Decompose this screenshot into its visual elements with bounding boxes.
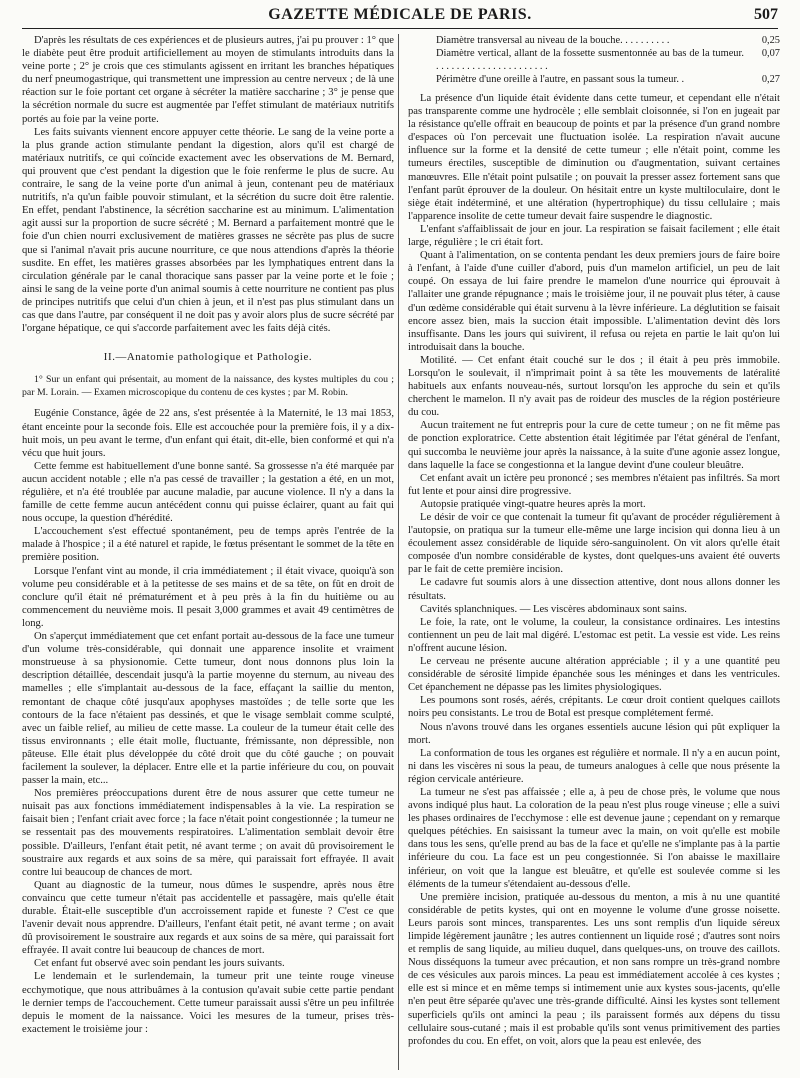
- body-paragraph: Autopsie pratiquée vingt-quatre heures après la mort.: [420, 498, 646, 510]
- body-paragraph: Motilité. — Cet enfant était couché sur le dos ; il était à peu près immobile. Lorsqu'on le soulevait, il n'imprimait point à sa tête les mouvements de latéralité habituels aux enfants nouveau-nés, surtout lorsqu'on les approche du sein et qu'ils cherchent le mamelon. Il n'y avait pas de roideur des muscles de la région postérieure du cou.: [408, 354, 780, 419]
- page-number: 507: [754, 6, 778, 23]
- body-paragraph: Cette femme est habituellement d'une bonne santé. Sa grossesse n'a été marquée par aucun accident notable ; elle n'a pas cessé de travailler ; la gestation a été, en un mot, régulière, et n'a été troublée par aucune maladie, par aucune violence. Il n'y a dans la famille de cette femme aucun antécédent connu qui puisse éclairer, quant au fait qui nous occupe, la question d'hérédité.: [22, 460, 394, 525]
- body-paragraph: La conformation de tous les organes est régulière et normale. Il n'y a en aucun point, ni dans les viscères ni sous la peau, de tumeurs analogues à celle que nous présente la région cervicale antérieure.: [408, 747, 780, 785]
- journal-title: GAZETTE MÉDICALE DE PARIS.: [268, 6, 532, 23]
- body-paragraph: Le cadavre fut soumis alors à une dissection attentive, dont nous allons donner les résultats.: [408, 577, 780, 602]
- right-column: [408, 34, 780, 1074]
- body-paragraph: L'accouchement s'est effectué spontanément, peu de temps après l'entrée de la malade à l'hospice ; il a été naturel et rapide, le fœtus présentant le sommet de la tête en première position.: [22, 526, 394, 564]
- body-paragraph: On s'aperçut immédiatement que cet enfant portait au-dessous de la face une tumeur d'un volume très-considérable, qui donnait une apparence insolite et vraiment monstrueuse à sa physionomie. Cette tumeur, dont nous donnons plus loin la description détaillée, descendait jusqu'à la partie moyenne du sternum, au niveau des mamelles ; elle s'implantait au-dessous de la face, effaçant la saillie du menton, remontant de chaque côté jusqu'aux apophyses mastoïdes ; de telle sorte que les contours de la face n'étaient pas dessinés, et que le visage semblait comme sculpté, avec un faible relief, au milieu de cette masse. La couleur de la tumeur était celle des tissus environnants ; elle était molle, fluctuante, frémissante, non dépressible, non pâteuse. Elle était plus développée du côté droit que du côté gauche ; on pouvait facilement la soulever, la déplacer. Entre elle et la partie inférieure du cou, on pouvait passer la main, etc...: [22, 631, 394, 787]
- article-subheading: 1° Sur un enfant qui présentait, au moment de la naissance, des kystes multiples du cou ; par M. Lorain. — Examen microscopique du contenu de ces kystes ; par M. Robin.: [22, 374, 394, 398]
- measurement-label: Diamètre transversal au niveau de la bouche. . . . . . . . . .: [436, 35, 670, 46]
- section-title: II.—Anatomie pathologique et Pathologie.: [103, 351, 313, 364]
- body-paragraph: Le désir de voir ce que contenait la tumeur fit qu'avant de procéder régulièrement à l'autopsie, on pratiqua sur la tumeur elle-même une large incision qui donna lieu à un écoulement assez considérable de liquide séro-sanguinolent. On vit alors qu'elle était composée d'un nombre considérable de kystes, dont quelques-uns avaient été ouverts par le fait de cette première incision.: [408, 512, 780, 576]
- body-paragraph: La présence d'un liquide était évidente dans cette tumeur, et cependant elle n'était pas transparente comme une hydrocèle ; elle semblait cloisonnée, si l'on en jugeait par la résistance qu'elle offrait en beaucoup de points et par la présence d'un grand nombre d'espaces où l'on percevait une fluctuation isolée. La respiration n'avait aucune influence sur la forme et la densité de cette tumeur ; elle n'était point, comme les tumeurs érectiles, susceptible de diminution ou d'augmentation, suivant certaines manœuvres. Elle n'était point pulsatile ; on pouvait la presser assez fortement sans que l'enfant parût éprouver de la douleur. On hésitait entre un kyste multiloculaire, dont le siège était indéterminé, et une altération (hypertrophique) du tissu cellulaire ; mais l'apparence insolite de cette tumeur devait faire suspendre le diagnostic.: [408, 93, 780, 222]
- body-paragraph: Les faits suivants viennent encore appuyer cette théorie. Le sang de la veine porte a la plus grande action stimulante pendant la digestion, alors qu'il est chargé de matériaux nutritifs, ce qui coïncide exactement avec les observations de M. Bernard, qui prouvent que c'est pendant la digestion que le foie renferme le plus de sucre. Au contraire, le sang de la veine porte d'un animal à jeun, contenant peu de matériaux nutritifs, n'a qu'un faible pouvoir stimulant, et la sécrétion du sucre doit être ralentie. En effet, pendant l'abstinence, la sécrétion saccharine est au minimum. L'alimentation agit aussi sur la proportion de sucre sécrété ; M. Bernard a parfaitement montré que le foie d'un chien nourri exclusivement de matières grasses ne sécrète pas plus de sucre que si l'animal n'avait pris aucune nourriture, ce que nous attendions d'après la théorie susdite. En effet, les matières grasses absorbées par les lymphatiques entrent dans la circulation générale par le canal thoracique sans passer par la veine porte et le foie ; ainsi le sang de la veine porte d'un animal soumis à cette nourriture ne contient pas plus de principes nutritifs que celui d'un chien à jeun, et il n'est pas plus stimulant dans un cas que dans l'autre, par conséquent il ne doit pas y avoir alors plus de sucre sécrété par l'organe hépatique, ce qui s'accorde parfaitement avec les faits déjà cités.: [22, 126, 394, 335]
- body-paragraph: Le lendemain et le surlendemain, la tumeur prit une teinte rouge vineuse ecchymotique, que nous attribuâmes à la contusion qu'avait subie cette partie pendant le dernier temps de l'accouchement. Cette tumeur paraissait aussi s'être un peu infiltrée depuis le moment de la naissance. Voici les mesures de la tumeur, prises très-exactement le troisième jour :: [22, 971, 394, 1035]
- body-paragraph: Le cerveau ne présente aucune altération appréciable ; il y a une quantité peu considérable de sérosité limpide épanchée sous les méninges et dans les ventricules. Cet épanchement ne dépasse pas les limites physiologiques.: [408, 656, 780, 694]
- measurement-value: 0,07: [761, 48, 780, 59]
- body-paragraph: Eugénie Constance, âgée de 22 ans, s'est présentée à la Maternité, le 13 mai 1853, étant enceinte pour la seconde fois. Elle est accouchée pour la première fois, il y a dix-huit mois, un peu avant le terme, d'un enfant qui était, dit-elle, bien conformé et qui n'a vécu que huit jours.: [22, 408, 394, 459]
- measurement-row: [408, 47, 780, 73]
- body-paragraph: Le foie, la rate, ont le volume, la couleur, la consistance ordinaires. Les intestins contiennent un peu de lait mal digéré. L'estomac est petit. La vessie est vide. Les reins n'offrent aucune lésion.: [408, 616, 780, 654]
- measurement-row: [408, 34, 780, 47]
- left-column: [22, 34, 394, 1074]
- measurement-value: 0,27: [761, 74, 780, 85]
- body-paragraph: Les poumons sont rosés, aérés, crépitants. Le cœur droit contient quelques caillots noirs peu consistants. Le trou de Botal est presque complétement fermé.: [408, 695, 780, 720]
- body-paragraph: La tumeur ne s'est pas affaissée ; elle a, à peu de chose près, le volume que nous avons indiqué plus haut. La coloration de la peau n'est plus rouge vineuse ; elle a suivi les phases ordinaires de l'ecchymose : elle est devenue jaune ; cependant on y remarque quelques pétéchies. En saisissant la tumeur avec la main, on voit qu'elle est mobile dans tous les sens, qu'elle prend au bas de la face et qu'elle ne s'implante pas à la partie inférieure du cou. La face est un peu congestionnée. Si l'on abaisse le maxillaire inférieur, on voit que la langue est bleuâtre, et qu'elle est soulevée comme si les éléments de la tumeur s'étendaient au-dessous d'elle.: [408, 786, 780, 890]
- running-header: [22, 6, 778, 29]
- body-paragraph: Nos premières préoccupations durent être de nous assurer que cette tumeur ne nuisait pas aux fonctions immédiatement indispensables à la vie. La respiration se faisait bien ; l'enfant criait avec force ; la face n'était point congestionnée ; la tumeur ne se ressentait pas des mouvements respiratoires. L'alimentation semblait devoir être possible. D'ailleurs, l'enfant était petit, né avant terme ; on avait dû provisoirement le soustraire aux regards et aux soins de sa mère, qui paraissait fort effrayée. Il avait contre lui beaucoup de chances de mort.: [22, 788, 394, 878]
- body-paragraph: Une première incision, pratiquée au-dessous du menton, a mis à nu une quantité considérable de petits kystes, qui ont en moyenne le volume d'une grosse noisette. Leurs parois sont minces, transparentes. Les uns sont remplis d'un liquide séreux limpide légèrement jaunâtre ; les autres contiennent un liquide rosé ; d'autres sont noirs et remplis de sang liquide, au milieu duquel, dans quelques-uns, on trouve des caillots. Nous disséquons la tumeur avec précaution, et non sans rompre un très-grand nombre de ces vésicules aux parois minces. La peau est immédiatement accolée à ces kystes ; elle est si mince et en même temps si intimement unie aux kystes sous-jacents, qu'elle n'en peut être séparée qu'avec une très-grande difficulté. Ainsi les kystes sont tellement superficiels qu'ils ont aminci la peau ; ils paraissent formés aux dépens du tissu cellulaire sous-cutané ; mais il est probable qu'ils sont venus primitivement des parties profondes du cou. En effet, on voit, alors que la peau est enlevée, des: [408, 891, 780, 1047]
- body-paragraph: Nous n'avons trouvé dans les organes essentiels aucune lésion qui pût expliquer la mort.: [408, 721, 780, 746]
- measurement-value: 0,25: [761, 35, 780, 46]
- body-paragraph: Quant à l'alimentation, on se contenta pendant les deux premiers jours de faire boire à l'enfant, à l'aide d'une cuiller d'abord, puis d'un mamelon artificiel, un peu de lait coupé. On essaya de lui faire prendre le mamelon d'une nourrice qui éprouvait à l'allaiter une grande répugnance ; mais le troisième jour, il ne pouvait plus téter, à cause d'un œdème considérable qui était survenu à la lèvre inférieure. La déglutition se faisait encore assez bien, mais la succion était impossible. L'alimentation devint dès lors insuffisante. Dans les jours qui suivirent, il refusa ou rejeta en partie le lait qu'on lui introduisait dans la bouche.: [408, 250, 780, 353]
- body-paragraph: Cet enfant avait un ictère peu prononcé ; ses membres n'étaient pas infiltrés. Sa mort fut lente et pour ainsi dire progressive.: [408, 472, 780, 497]
- measurement-row: [408, 73, 780, 86]
- body-paragraph: Aucun traitement ne fut entrepris pour la cure de cette tumeur ; on ne fit même pas de ponction exploratrice. Cette abstention était légitimée par l'état général de l'enfant, qui succomba le neuvième jour après la naissance, à la suite d'une agonie assez longue, dans laquelle la face se congestionna et la langue devint d'une couleur bleuâtre.: [408, 420, 780, 471]
- body-paragraph: Cavités splanchniques. — Les viscères abdominaux sont sains.: [420, 603, 687, 615]
- body-paragraph: L'enfant s'affaiblissait de jour en jour. La respiration se faisait facilement ; elle était large, régulière ; le cri était fort.: [408, 223, 780, 249]
- body-paragraph: D'après les résultats de ces expériences et de plusieurs autres, j'ai pu prouver : 1° que le diabète peut être produit artificiellement au moyen de stimulants introduits dans la veine porte ; 2° je crois que ces stimulants agissent en irritant les branches hépatiques du nerf pneumogastrique, qui transmettent une impression au centre nerveux ; de là une réaction sur le foie portant cet organe à sécréter la matière saccharine ; 3° je pense que la sécrétion normale du sucre est augmentée par l'effet stimulant de matériaux nutritifs portés au foie par la veine porte.: [22, 35, 394, 125]
- body-paragraph: Quant au diagnostic de la tumeur, nous dûmes le suspendre, après nous être convaincu que cette tumeur n'était pas accidentelle et passagère, mais qu'elle était durable. Était-elle susceptible d'un accroissement rapide et funeste ? C'est ce que l'avenir devait nous apprendre. D'ailleurs, l'enfant était petit, né avant terme ; on avait dû provisoirement le soustraire aux regards et aux soins de sa mère, qui paraissait fort effrayée. Il avait contre lui beaucoup de chances de mort.: [22, 879, 394, 957]
- column-divider: [398, 34, 399, 1070]
- measurement-label: Diamètre vertical, allant de la fossette susmentonnée au bas de la tumeur. . . . . . . . . . . . . . . . . . . . . . .: [436, 48, 744, 72]
- measurement-label: Périmètre d'une oreille à l'autre, en passant sous la tumeur. .: [436, 74, 685, 85]
- body-paragraph: Cet enfant fut observé avec soin pendant les jours suivants.: [34, 958, 285, 970]
- body-paragraph: Lorsque l'enfant vint au monde, il cria immédiatement ; il était vivace, quoiqu'à son volume peu considérable et à la petitesse de ses mains et de sa tête, on fût en droit de conclure qu'il était né prématurément et à peu près à la fin du huitième ou au commencement du neuvième mois. Il pesait 3,000 grammes et avait 49 centimètres de long.: [22, 565, 394, 629]
